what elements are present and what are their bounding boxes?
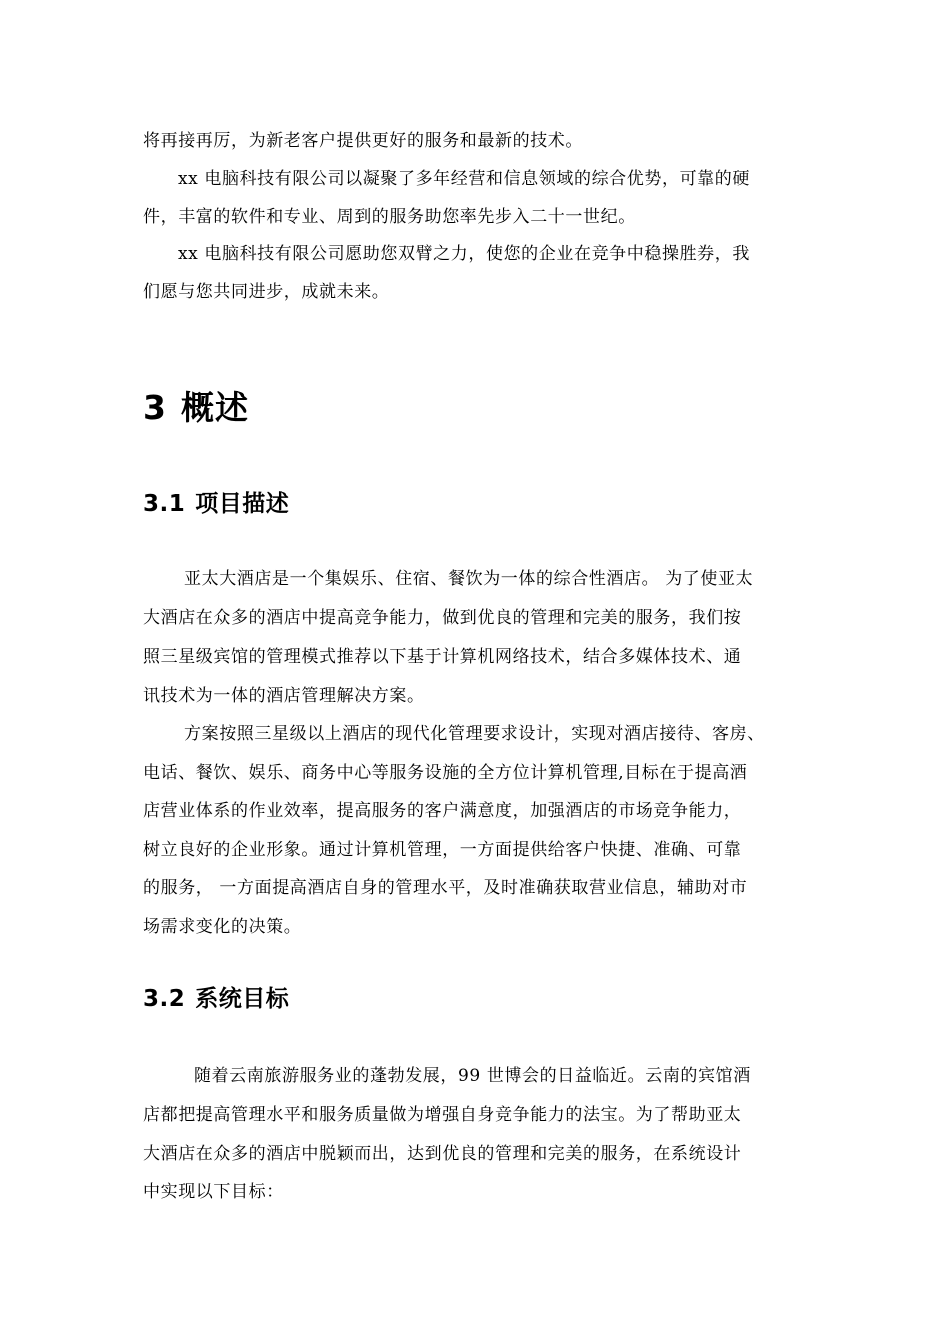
chapter-heading: [143, 386, 249, 430]
intro-line: xx 电脑科技有限公司以凝聚了多年经营和信息领域的综合优势，可靠的硬: [178, 169, 750, 189]
section-heading-3-2: [143, 983, 289, 1015]
paragraph-line: 的服务， 一方面提高酒店自身的管理水平，及时准确获取营业信息，辅助对市: [143, 878, 748, 898]
section-title: 项目描述: [195, 491, 290, 517]
paragraph-line: 随着云南旅游服务业的蓬勃发展，99 世博会的日益临近。云南的宾馆酒: [194, 1066, 751, 1086]
paragraph-line: 大酒店在众多的酒店中提高竞争能力，做到优良的管理和完美的服务，我们按: [143, 608, 742, 628]
paragraph-line: 中实现以下目标：: [143, 1182, 284, 1202]
paragraph-line: 大酒店在众多的酒店中脱颖而出，达到优良的管理和完美的服务，在系统设计: [143, 1144, 742, 1164]
paragraph-line: 照三星级宾馆的管理模式推荐以下基于计算机网络技术，结合多媒体技术、通: [143, 647, 742, 667]
paragraph-line: 场需求变化的决策。: [143, 917, 302, 937]
intro-line: xx 电脑科技有限公司愿助您双臂之力，使您的企业在竞争中稳操胜券，我: [178, 244, 750, 264]
intro-line: 件，丰富的软件和专业、周到的服务助您率先步入二十一世纪。: [143, 207, 636, 227]
section-heading-3-1: [143, 488, 289, 520]
section-title: 系统目标: [195, 986, 290, 1012]
paragraph-line: 电话、餐饮、娱乐、商务中心等服务设施的全方位计算机管理,目标在于提高酒: [143, 763, 748, 783]
paragraph-line: 店营业体系的作业效率，提高服务的客户满意度，加强酒店的市场竞争能力，: [143, 801, 742, 821]
paragraph-line: 方案按照三星级以上酒店的现代化管理要求设计，实现对酒店接待、客房、: [184, 724, 765, 744]
intro-line: 们愿与您共同进步，成就未来。: [143, 282, 390, 302]
paragraph-line: 讯技术为一体的酒店管理解决方案。: [143, 686, 425, 706]
paragraph-line: 店都把提高管理水平和服务质量做为增强自身竞争能力的法宝。为了帮助亚太: [143, 1105, 742, 1125]
intro-line: 将再接再厉，为新老客户提供更好的服务和最新的技术。: [143, 131, 583, 151]
paragraph-line: 亚太大酒店是一个集娱乐、住宿、餐饮为一体的综合性酒店。 为了使亚太: [184, 569, 754, 589]
paragraph-line: 树立良好的企业形象。通过计算机管理，一方面提供给客户快捷、准确、可靠: [143, 840, 742, 860]
section-number: 3.1: [143, 491, 186, 517]
section-number: 3.2: [143, 986, 186, 1012]
chapter-title: 概述: [180, 388, 249, 427]
chapter-number: 3: [143, 388, 167, 427]
